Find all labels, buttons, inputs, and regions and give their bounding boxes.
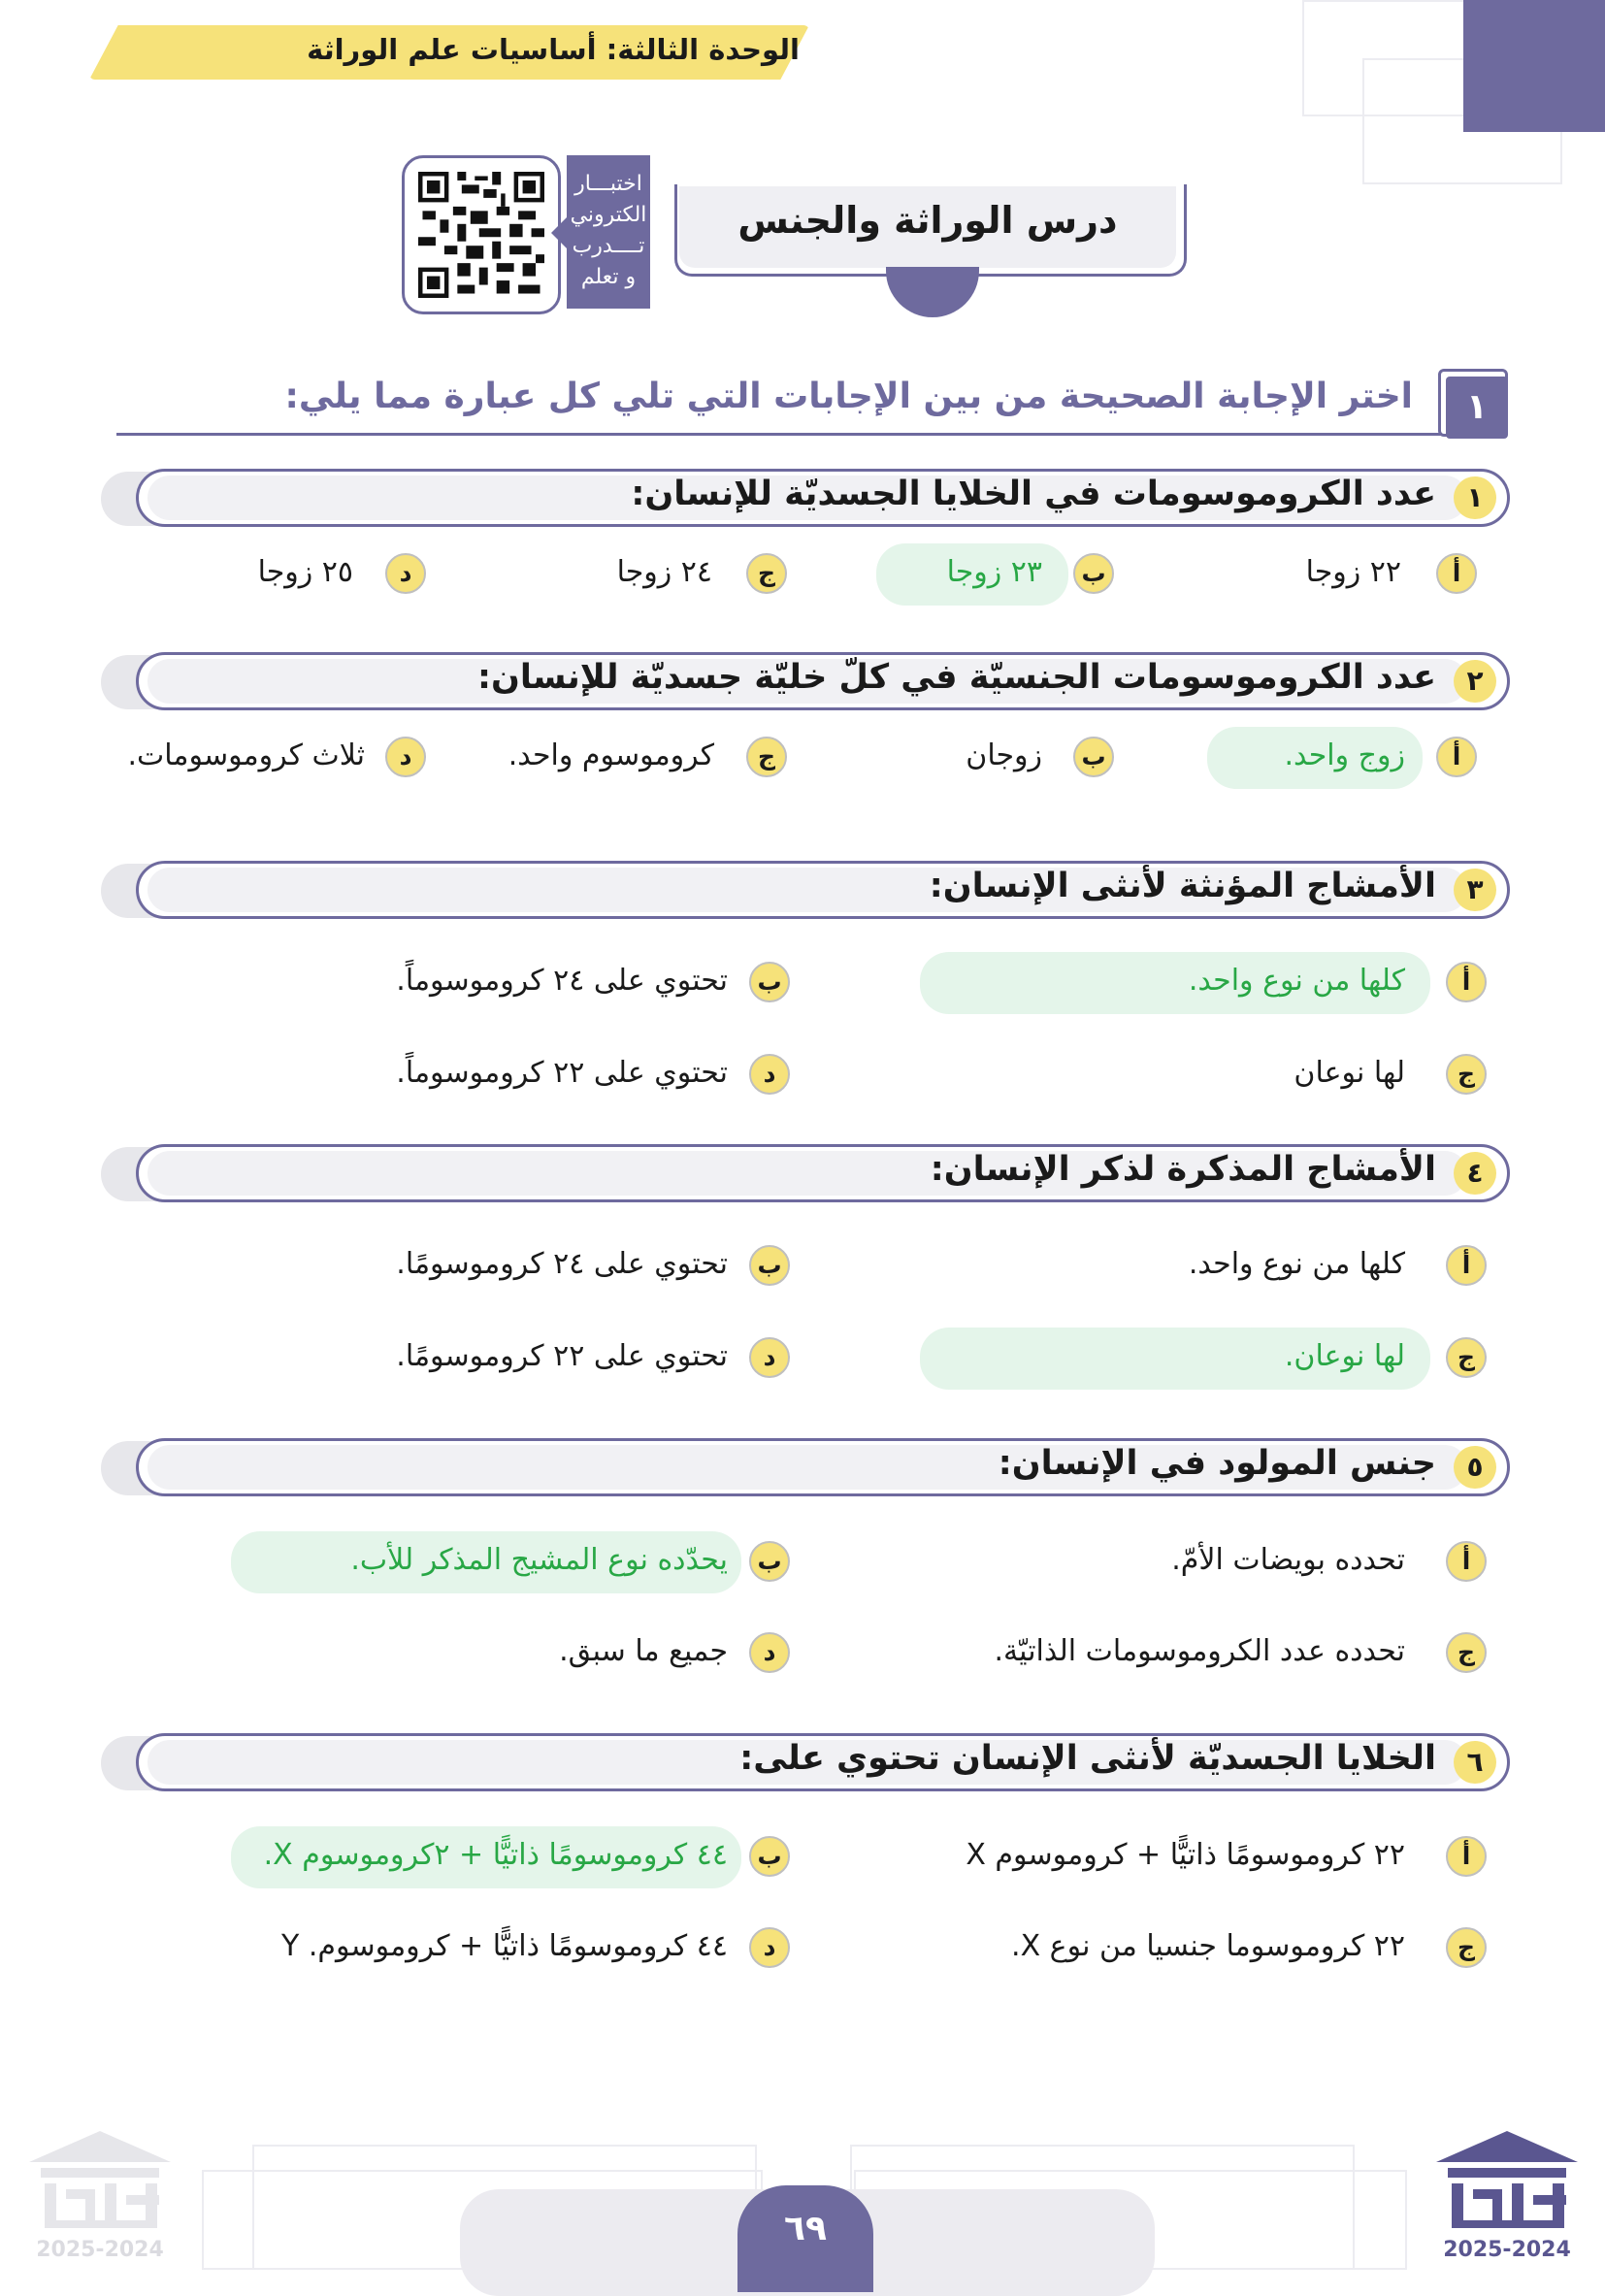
option-text-correct[interactable]: ٤٤ كروموسومًا ذاتيًّا + ٢كروموسوم X. [263, 1838, 728, 1872]
lesson-title: درس الوراثة والجنس [737, 199, 1118, 242]
section-underline [116, 433, 1442, 436]
option-text-correct[interactable]: زوج واحد. [1284, 738, 1405, 772]
option-letter-badge[interactable]: أ [1436, 553, 1477, 594]
option-text[interactable]: تحدده بويضات الأمّ. [1171, 1543, 1405, 1577]
option-letter-badge[interactable]: د [385, 553, 426, 594]
option-text[interactable]: كلها من نوع واحد. [1188, 1247, 1405, 1281]
option-letter-badge[interactable]: ب [749, 962, 790, 1002]
option-text[interactable]: تحتوي على ٢٤ كروموسومًا. [396, 1247, 728, 1281]
option-text-correct[interactable]: لها نوعان. [1284, 1339, 1405, 1373]
question-text: عدد الكروموسومات الجنسيّة في كلّ خليّة جسديّة للإنسان: [477, 658, 1436, 697]
option-text-correct[interactable]: كلها من نوع واحد. [1188, 964, 1405, 998]
question-number: ٥ [1454, 1446, 1496, 1489]
page-number: ٦٩ [784, 2209, 827, 2248]
qr-label-line: و تعلم [580, 265, 637, 289]
option-text[interactable]: ثلاث كروموسومات. [127, 738, 365, 772]
qr-label-line: اختبـــار [574, 172, 642, 196]
option-letter-badge[interactable]: أ [1446, 1541, 1487, 1582]
qr-label [567, 155, 650, 309]
option-letter-badge[interactable]: ج [1446, 1054, 1487, 1095]
option-letter-badge[interactable]: د [749, 1927, 790, 1968]
corner-decoration [1463, 0, 1605, 132]
option-text[interactable]: جميع ما سبق. [559, 1634, 728, 1668]
logo-left-icon [27, 2127, 173, 2234]
option-text[interactable]: ٢٢ كروموسوما جنسيا من نوع X. [1011, 1929, 1405, 1963]
option-text[interactable]: لها نوعان [1294, 1056, 1405, 1090]
option-text[interactable]: ٤٤ كروموسومًا ذاتيًّا + كروموسوم. Y [281, 1929, 728, 1963]
logo-left [27, 2127, 173, 2263]
section-number: ١ [1446, 377, 1508, 439]
qr-pointer [551, 217, 567, 248]
question-text: الأمشاج المؤنثة لأنثى الإنسان: [929, 867, 1436, 905]
question-text: الأمشاج المذكرة لذكر الإنسان: [930, 1150, 1436, 1189]
section-instruction: اختر الإجابة الصحيحة من بين الإجابات التي تلي كل عبارة مما يلي: [284, 377, 1413, 416]
option-text[interactable]: كروموسوم واحد. [508, 738, 714, 772]
qr-code[interactable] [402, 155, 561, 314]
logo-right-year: 2025-2024 [1443, 2238, 1571, 2262]
option-letter-badge[interactable]: ج [1446, 1632, 1487, 1673]
option-letter-badge[interactable]: د [749, 1054, 790, 1095]
option-letter-badge[interactable]: أ [1446, 1836, 1487, 1877]
option-letter-badge[interactable]: أ [1446, 962, 1487, 1002]
option-letter-badge[interactable]: ب [749, 1245, 790, 1286]
option-letter-badge[interactable]: ج [1446, 1927, 1487, 1968]
option-text[interactable]: زوجان [966, 738, 1042, 772]
option-text[interactable]: تحتوي على ٢٤ كروموسوماً. [396, 964, 728, 998]
option-letter-badge[interactable]: أ [1436, 737, 1477, 777]
option-text[interactable]: تحدده عدد الكروموسومات الذاتيّة. [994, 1634, 1405, 1668]
logo-right-icon [1434, 2127, 1580, 2234]
option-letter-badge[interactable]: ب [1073, 553, 1114, 594]
lesson-title-tab [886, 267, 979, 317]
question-number: ١ [1454, 476, 1496, 519]
option-letter-badge[interactable]: د [749, 1632, 790, 1673]
option-text[interactable]: تحتوي على ٢٢ كروموسوماً. [396, 1056, 728, 1090]
option-text[interactable]: تحتوي على ٢٢ كروموسومًا. [396, 1339, 728, 1373]
option-letter-badge[interactable]: ب [749, 1541, 790, 1582]
qr-code-icon [418, 172, 544, 298]
unit-title: الوحدة الثالثة: أساسيات علم الوراثة [307, 33, 800, 66]
option-text-correct[interactable]: يحدّده نوع المشيج المذكر للأب. [350, 1543, 728, 1577]
option-letter-badge[interactable]: ب [749, 1836, 790, 1877]
option-letter-badge[interactable]: ج [1446, 1337, 1487, 1378]
qr-label-line: تــــدرب [572, 234, 645, 258]
question-number: ٣ [1454, 869, 1496, 911]
logo-right [1434, 2127, 1580, 2263]
option-letter-badge[interactable]: ب [1073, 737, 1114, 777]
option-letter-badge[interactable]: د [385, 737, 426, 777]
option-text[interactable]: ٢٢ كروموسومًا ذاتيًّا + كروموسوم X [966, 1838, 1405, 1872]
question-number: ٦ [1454, 1741, 1496, 1784]
question-text: جنس المولود في الإنسان: [998, 1444, 1436, 1483]
option-text[interactable]: ٢٥ زوجا [257, 555, 353, 589]
logo-left-year: 2025-2024 [36, 2238, 164, 2262]
option-letter-badge[interactable]: أ [1446, 1245, 1487, 1286]
question-number: ٤ [1454, 1152, 1496, 1195]
question-text: عدد الكروموسومات في الخلايا الجسديّة للإنسان: [631, 475, 1436, 513]
option-letter-badge[interactable]: ج [746, 553, 787, 594]
option-text-correct[interactable]: ٢٣ زوجا [946, 555, 1042, 589]
question-text: الخلايا الجسديّة لأنثى الإنسان تحتوي على: [739, 1739, 1436, 1778]
option-letter-badge[interactable]: د [749, 1337, 790, 1378]
option-text[interactable]: ٢٤ زوجا [616, 555, 712, 589]
question-number: ٢ [1454, 660, 1496, 703]
qr-label-line: الكتروني [570, 203, 647, 227]
option-text[interactable]: ٢٢ زوجا [1305, 555, 1401, 589]
option-letter-badge[interactable]: ج [746, 737, 787, 777]
